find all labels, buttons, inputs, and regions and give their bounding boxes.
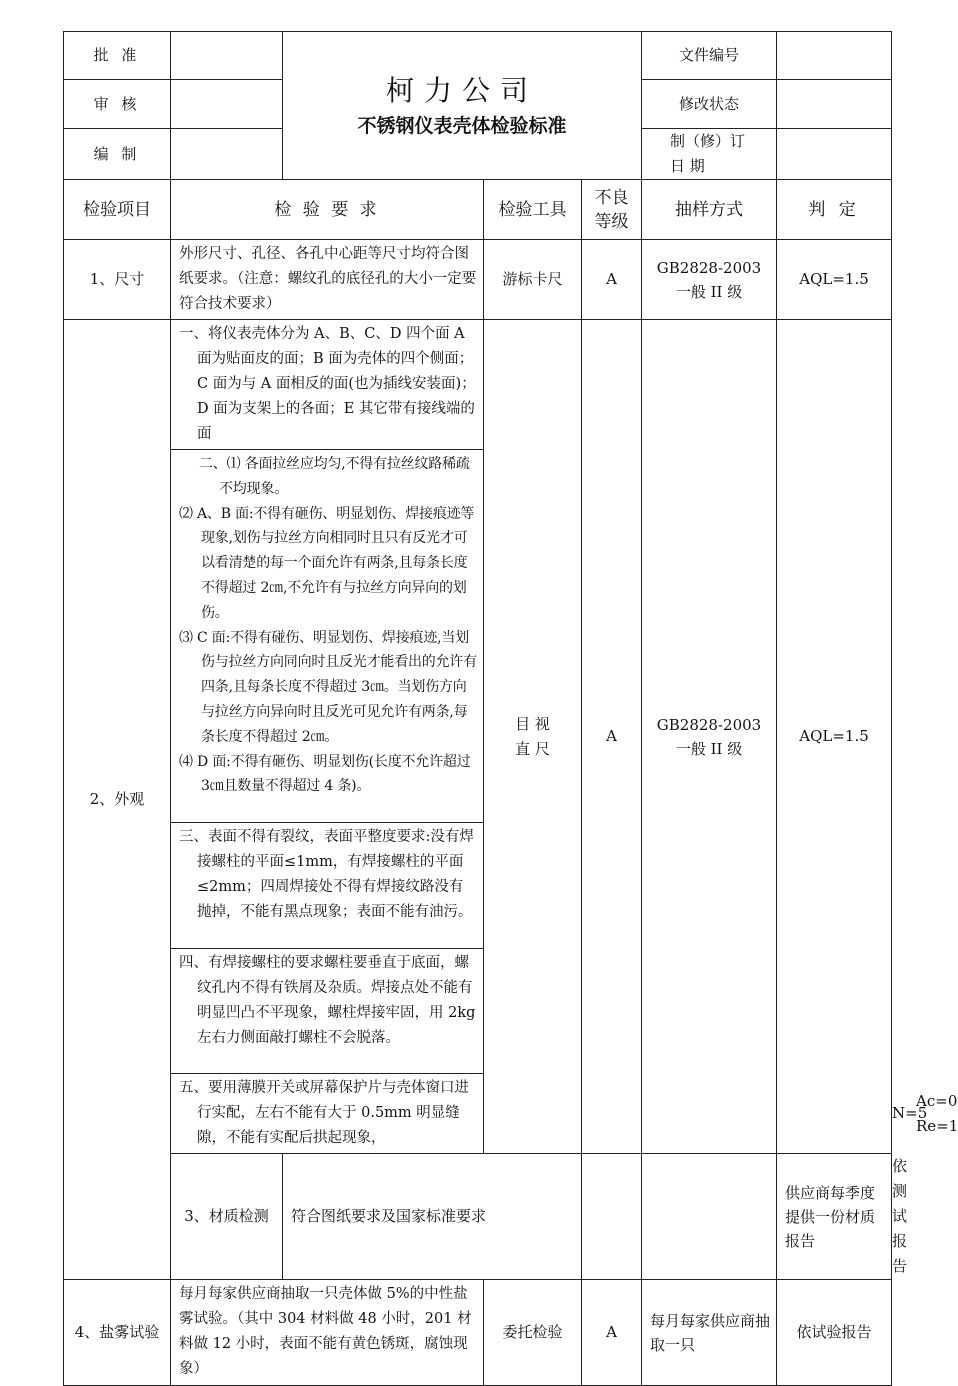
material-requirement: 符合图纸要求及国家标准要求 bbox=[283, 1154, 582, 1280]
col-requirement: 检 验 要 求 bbox=[171, 180, 484, 240]
inspection-table: 批 准 柯力公司 不锈钢仪表壳体检验标准 文件编号 审 核 修改状态 编 制 制（修）订 日 期 检验项目 检 验 要 求 检验工具 不良 等级 抽样方式 判 定 1、尺寸 外形尺寸、孔径、各孔中心距等尺寸均符合图纸要求。（注意：螺纹孔的底径孔的大小一定要符合技术要求） 游标卡尺 A GB2828-2003 一般 II 级 AQL=1.5 2、外观 一、将仪表壳体分为 A、B、C、D 四个面 A 面为贴面皮的面；B 面为壳体的四个侧面；C 面为与 A 面相反的面(也为插线安装面)；D 面为支架上的各面；E 其它带有接线端的面 目 视 直 尺 A GB2828-2003 一般 II 级 AQL=1.5 二、⑴ 各面拉丝应均匀,不得有拉丝纹路稀疏不均现象。 ⑵ A、B 面:不得有砸伤、明显划伤、焊接痕迹等现象,划伤与拉丝方向相同时且只有反光才可以看清楚的每一个面允许有两条,且每条长度不得超过 2㎝,不允许有与拉丝方向异向的划伤。 ⑶ C 面:不得有碰伤、明显划伤、焊接痕迹,当划伤与拉丝方向同向时且反光才能看出的允许有四条,且每条长度不得超过 3㎝。当划伤方向与拉丝方向异向时且反光可见允许有两条,每条长度不得超过 2㎝。 ⑷ D 面:不得有砸伤、明显划伤(长度不允许超过 3㎝且数量不得超过 4 条)。 三、表面不得有裂纹，表面平整度要求:没有焊接螺柱的平面≤1mm，有焊接螺柱的平面≤2mm；四周焊接处不得有焊接纹路没有抛掉，不能有黑点现象；表面不能有油污。 四、有焊接螺柱的要求螺柱要垂直于底面，螺纹孔内不得有铁屑及杂质。焊接点处不能有明显凹凸不平现象，螺柱焊接牢固，用 2kg 左右力侧面敲打螺柱不会脱落。 五、要用薄膜开关或屏幕保护片与壳体窗口进行实配，左右不能有大于 0.5mm 明显缝隙，不能有实配后拱起现象， N=5 Ac=0 Re=1 3、材质检测 符合图纸要求及国家标准要求 供应商每季度提供一份材质报告 依测试报告 4、盐雾试验 每月每家供应商抽取一只壳体做 5%的中性盐雾试验。（其中 304 材料做 48 小时，201 材料做 12 小时，表面不能有黄色锈斑，腐蚀现象） 委托检验 A 每月每家供应商抽取一只 依试验报告 bbox=[63, 31, 892, 1386]
prepare-label: 编 制 bbox=[64, 129, 171, 180]
material-grade bbox=[642, 1154, 777, 1280]
salt-tool: 委托检验 bbox=[484, 1280, 582, 1386]
date-value bbox=[777, 129, 892, 180]
review-label: 审 核 bbox=[64, 80, 171, 129]
appearance-re: Re=1 bbox=[916, 1116, 958, 1135]
salt-requirement: 每月每家供应商抽取一只壳体做 5%的中性盐雾试验。（其中 304 材料做 48 小时，201 材料做 12 小时，表面不能有黄色锈斑，腐蚀现象） bbox=[171, 1280, 484, 1386]
date-label-line2: 日 期 bbox=[670, 157, 705, 175]
salt-judgement: 依试验报告 bbox=[777, 1280, 892, 1386]
appearance-sampling-line2: 一般 II 级 bbox=[675, 739, 743, 758]
appearance-req-5-text: 五、要用薄膜开关或屏幕保护片与壳体窗口进行实配，左右不能有大于 0.5mm 明显缝隙，不能有实配后拱起现象， bbox=[179, 1080, 469, 1146]
material-item: 3、材质检测 bbox=[171, 1154, 283, 1280]
appearance-sampling-line1: GB2828-2003 bbox=[656, 715, 762, 734]
size-sampling bbox=[642, 240, 777, 320]
doc-no-value bbox=[777, 32, 892, 80]
review-value bbox=[171, 80, 283, 129]
appearance-tool bbox=[484, 320, 582, 1154]
material-tool bbox=[582, 1154, 642, 1280]
company-name: 柯力公司 bbox=[386, 73, 539, 107]
appearance-req-2-2: ⑵ A、B 面:不得有砸伤、明显划伤、焊接痕迹等现象,划伤与拉丝方向相同时且只有反光才可以看清楚的每一个面允许有两条,且每条长度不得超过 2㎝,不允许有与拉丝方向异向的划伤。 bbox=[179, 505, 475, 621]
title-block bbox=[283, 32, 642, 180]
approve-value bbox=[171, 32, 283, 80]
appearance-req-1 bbox=[171, 320, 484, 450]
inspection-standard-document bbox=[63, 31, 958, 1386]
size-grade: A bbox=[582, 240, 642, 320]
salt-item: 4、盐雾试验 bbox=[64, 1280, 171, 1386]
appearance-req-2-4: ⑷ D 面:不得有砸伤、明显划伤(长度不允许超过 3㎝且数量不得超过 4 条)。 bbox=[179, 753, 471, 795]
col-grade-line1: 不良 bbox=[594, 187, 629, 208]
size-sampling-line1: GB2828-2003 bbox=[656, 258, 762, 277]
appearance-req-2 bbox=[171, 450, 484, 823]
appearance-req-3-text: 三、表面不得有裂纹，表面平整度要求:没有焊接螺柱的平面≤1mm，有焊接螺柱的平面≤2mm；四周焊接处不得有焊接纹路没有抛掉，不能有黑点现象；表面不能有油污。 bbox=[179, 829, 474, 920]
appearance-req-2-1: 二、⑴ 各面拉丝应均匀,不得有拉丝纹路稀疏不均现象。 bbox=[199, 456, 470, 497]
date-label bbox=[642, 129, 777, 180]
appearance-req-4-text: 四、有焊接螺柱的要求螺柱要垂直于底面，螺纹孔内不得有铁屑及杂质。焊接点处不能有明显凹凸不平现象，螺柱焊接牢固，用 2kg 左右力侧面敲打螺柱不会脱落。 bbox=[179, 955, 476, 1046]
appearance-judgement: AQL=1.5 bbox=[777, 320, 892, 1154]
appearance-tool-line1: 目 视 bbox=[515, 714, 550, 733]
salt-sampling: 每月每家供应商抽取一只 bbox=[642, 1280, 777, 1386]
revision-value bbox=[777, 80, 892, 129]
material-sampling: 供应商每季度提供一份材质报告 bbox=[777, 1154, 892, 1280]
col-item: 检验项目 bbox=[64, 180, 171, 240]
size-requirement: 外形尺寸、孔径、各孔中心距等尺寸均符合图纸要求。（注意：螺纹孔的底径孔的大小一定要符合技术要求） bbox=[171, 240, 484, 320]
col-grade bbox=[582, 180, 642, 240]
document-title: 不锈钢仪表壳体检验标准 bbox=[357, 114, 567, 137]
salt-grade: A bbox=[582, 1280, 642, 1386]
col-grade-line2: 等级 bbox=[594, 211, 629, 232]
col-sampling: 抽样方式 bbox=[642, 180, 777, 240]
date-label-line1: 制（修）订 bbox=[670, 132, 746, 150]
appearance-grade: A bbox=[582, 320, 642, 1154]
col-judgement: 判 定 bbox=[777, 180, 892, 240]
appearance-req-5 bbox=[171, 1074, 484, 1154]
approve-label: 批 准 bbox=[64, 32, 171, 80]
doc-no-label: 文件编号 bbox=[642, 32, 777, 80]
size-judgement: AQL=1.5 bbox=[777, 240, 892, 320]
size-item: 1、尺寸 bbox=[64, 240, 171, 320]
appearance-req-3 bbox=[171, 823, 484, 949]
appearance-req-1-text: 一、将仪表壳体分为 A、B、C、D 四个面 A 面为贴面皮的面；B 面为壳体的四个侧面；C 面为与 A 面相反的面(也为插线安装面)；D 面为支架上的各面；E 其它带有接线端的面 bbox=[179, 326, 476, 442]
appearance-req-2-3: ⑶ C 面:不得有碰伤、明显划伤、焊接痕迹,当划伤与拉丝方向同向时且反光才能看出的允许有四条,且每条长度不得超过 3㎝。当划伤方向与拉丝方向异向时且反光可见允许有两条,每条长度不得超过 2㎝。 bbox=[179, 629, 477, 745]
revision-label: 修改状态 bbox=[642, 80, 777, 129]
appearance-req-4 bbox=[171, 949, 484, 1074]
size-tool: 游标卡尺 bbox=[484, 240, 582, 320]
appearance-ac: Ac=0 bbox=[916, 1091, 958, 1110]
appearance-tool-line2: 直 尺 bbox=[515, 739, 550, 758]
appearance-item: 2、外观 bbox=[64, 320, 171, 1280]
prepare-value bbox=[171, 129, 283, 180]
appearance-sampling bbox=[642, 320, 777, 1154]
size-sampling-line2: 一般 II 级 bbox=[675, 282, 743, 301]
col-tool: 检验工具 bbox=[484, 180, 582, 240]
